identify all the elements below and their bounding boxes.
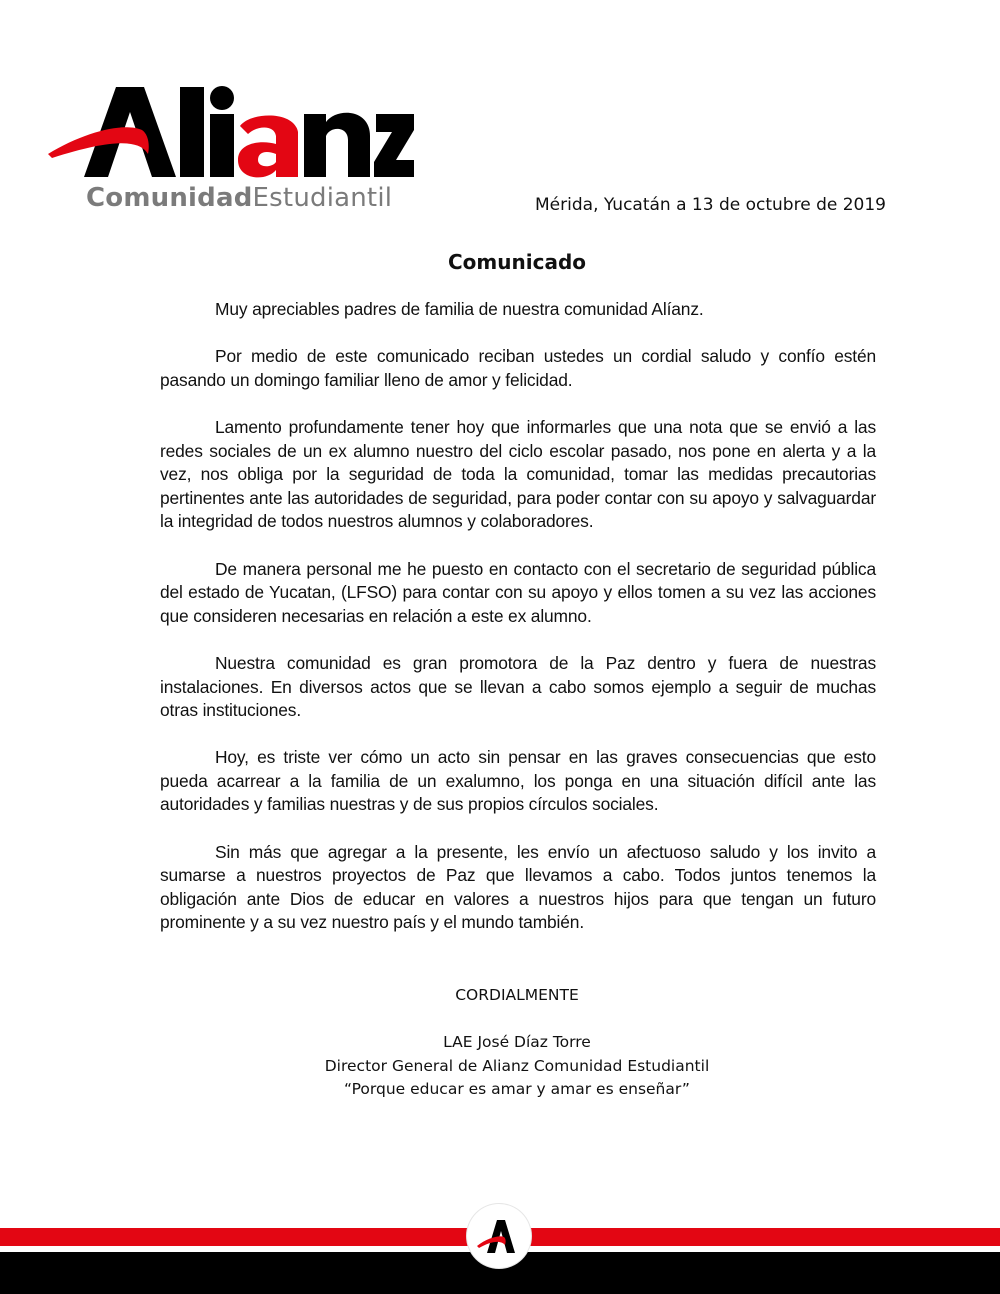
signer-position: Director General de Alianz Comunidad Estudiantil bbox=[324, 1056, 710, 1075]
paragraph-farewell: Sin más que agregar a la presente, les envío un afectuoso saludo y los invito a sumarse a nuestros proyectos de Paz que llevamos a cabo. Todos juntos tenemos la obligación ante Dios de educar en valores a nuestros hijos para que tengan un futuro prominente y a su vez nuestro país y el mundo también. bbox=[160, 841, 876, 933]
paragraph-peace: Nuestra comunidad es gran promotora de la Paz dentro y fuera de nuestras instalaciones. En diversos actos que se llevan a cabo somos ejemplo a seguir de muchas otras instituciones. bbox=[160, 652, 876, 721]
letter-body bbox=[160, 298, 876, 959]
alianz-wordmark bbox=[44, 82, 414, 182]
alianz-a-icon bbox=[467, 1204, 531, 1268]
paragraph-salute: Por medio de este comunicado reciban ustedes un cordial saludo y confío estén pasando un domingo familiar lleno de amor y felicidad. bbox=[160, 346, 876, 390]
signer-name: LAE José Díaz Torre bbox=[443, 1033, 591, 1052]
salutation: CORDIALMENTE bbox=[455, 986, 579, 1004]
logo-subtitle-bold: Comunidad bbox=[86, 183, 253, 213]
letter-date: Mérida, Yucatán a 13 de octubre de 2019 bbox=[535, 195, 886, 215]
paragraph-greeting: Muy apreciables padres de familia de nuestra comunidad Alíanz. bbox=[215, 299, 704, 319]
logo-subtitle-regular: Estudiantil bbox=[252, 183, 393, 213]
logo-subtitle bbox=[86, 183, 392, 213]
paragraph-consequences: Hoy, es triste ver cómo un acto sin pensar en las graves consecuencias que esto pueda acarrear a la familia de un exalumno, los ponga en una situación difícil ante las autoridades y familias nuestras y de sus propios círculos sociales. bbox=[160, 747, 876, 815]
motto: “Porque educar es amar y amar es enseñar” bbox=[344, 1080, 690, 1099]
signature-block bbox=[0, 984, 1000, 1102]
paragraph-authorities: De manera personal me he puesto en contacto con el secretario de seguridad pública del estado de Yucatan, (LFSO) para contar con su apoyo y ellos tomen a su vez las acciones que consideren necesarias en relación a este ex alumno. bbox=[160, 558, 876, 626]
document-title: Comunicado bbox=[448, 250, 586, 274]
footer-logo-badge bbox=[467, 1204, 531, 1268]
paragraph-incident: Lamento profundamente tener hoy que informarles que una nota que se envió a las redes sociales de un ex alumno nuestro del ciclo escolar pasado, nos pone en alerta y a la vez, nos obliga por la seguridad de toda la comunidad, tomar las medidas precautorias pertinentes ante las autoridades de seguridad, para poder contar con su apoyo y salvaguardar la integridad de todos nuestros alumnos y colaboradores. bbox=[160, 416, 876, 532]
alianz-logo bbox=[44, 82, 414, 217]
